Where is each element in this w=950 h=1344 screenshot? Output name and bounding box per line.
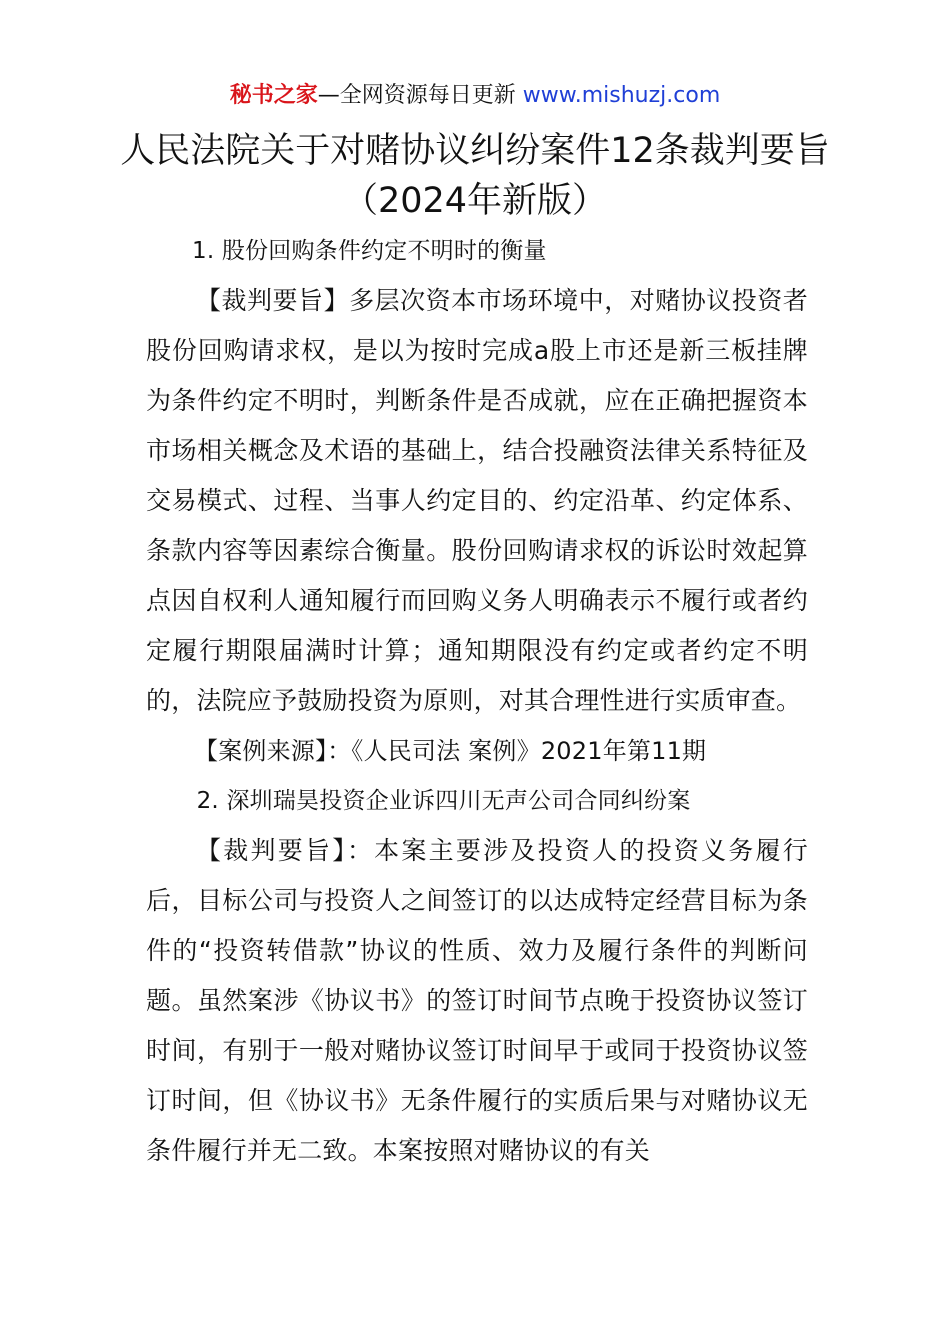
- site-brand: 秘书之家: [229, 83, 318, 108]
- site-tagline: —全网资源每日更新: [317, 83, 516, 108]
- site-url-link[interactable]: www.mishuzj.com: [522, 83, 721, 108]
- document-body: [146, 226, 808, 1176]
- site-header: [0, 80, 950, 112]
- ruling-summary-1: 【裁判要旨】多层次资本市场环境中，对赌协议投资者股份回购请求权，是以为按时完成a股上市还是新三板挂牌为条件约定不明时，判断条件是否成就，应在正确把握资本市场相关概念及术语的基础上，结合投融资法律关系特征及交易模式、过程、当事人约定目的、约定沿革、约定体系、条款内容等因素综合衡量。股份回购请求权的诉讼时效起算点因自权利人通知履行而回购义务人明确表示不履行或者约定履行期限届满时计算；通知期限没有约定或者约定不明的，法院应予鼓励投资为原则，对其合理性进行实质审查。: [146, 286, 808, 715]
- section-heading-2: 2. 深圳瑞昊投资企业诉四川无声公司合同纠纷案: [196, 788, 691, 814]
- ruling-summary-2: 【裁判要旨】：本案主要涉及投资人的投资义务履行后，目标公司与投资人之间签订的以达成特定经营目标为条件的“投资转借款”协议的性质、效力及履行条件的判断问题。虽然案涉《协议书》的签订时间节点晚于投资协议签订时间，有别于一般对赌协议签订时间早于或同于投资协议签订时间，但《协议书》无条件履行的实质后果与对赌协议无条件履行并无二致。本案按照对赌协议的有关: [146, 836, 808, 1165]
- case-source-1: 【案例来源】：《人民司法 案例》2021年第11期: [194, 737, 707, 765]
- section-heading-1: 1. 股份回购条件约定不明时的衡量: [192, 238, 547, 264]
- document-title: 人民法院关于对赌协议纠纷案件12条裁判要旨（2024年新版）: [120, 131, 830, 221]
